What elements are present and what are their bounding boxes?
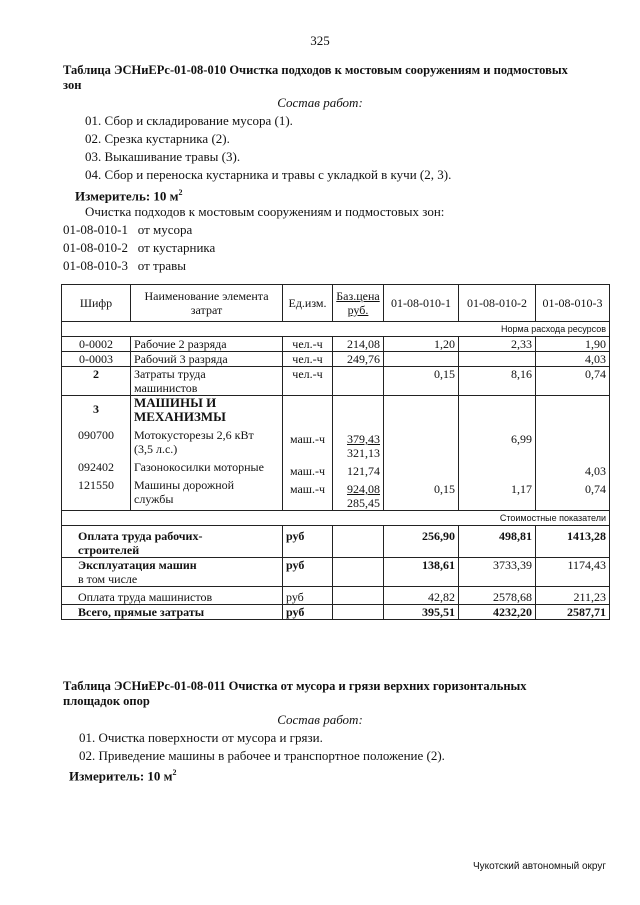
cell-name: [131, 396, 283, 511]
code-label: от травы: [137, 258, 186, 273]
cost-value: 1174,43: [536, 558, 610, 587]
work-item: 02. Срезка кустарника (2).: [85, 131, 230, 146]
cost-name: [62, 526, 283, 558]
machine-unit: маш.-ч: [289, 464, 326, 478]
cell-unit: чел.-ч: [283, 352, 333, 367]
meter-sup: 2: [172, 768, 177, 777]
composition-label: Состав работ:: [277, 95, 363, 110]
header-unit: Ед.изм.: [283, 285, 333, 322]
cell-cipher: 0-0002: [62, 337, 131, 352]
machine-cipher: 090700: [78, 428, 114, 442]
cell-unit: чел.-ч: [283, 367, 333, 396]
cost-row: [62, 558, 610, 587]
machine-cipher: 092402: [78, 460, 114, 474]
machine-value: 0,74: [585, 482, 606, 496]
footer-region: Чукотский автономный округ: [472, 861, 606, 872]
cell-cipher: 0-0003: [62, 352, 131, 367]
machine-cipher: 121550: [78, 478, 114, 492]
cost-name: Всего, прямые затраты: [62, 605, 283, 620]
work-item: 03. Выкашивание травы (3).: [85, 149, 241, 164]
machine-unit: маш.-ч: [289, 432, 326, 446]
cell-price: [333, 396, 384, 511]
cell-name: Рабочие 2 разряда: [131, 337, 283, 352]
cost-unit: руб: [283, 605, 333, 620]
cell-value: 1,90: [536, 337, 610, 352]
cell-cipher: [62, 396, 131, 511]
cell-value: 2,33: [459, 337, 536, 352]
cost-unit: руб: [283, 526, 333, 558]
cell-value: 4,03: [536, 352, 610, 367]
cost-value: 3733,39: [459, 558, 536, 587]
table1-title: [63, 63, 623, 93]
table-header-row: [62, 285, 610, 322]
cell-value: [459, 352, 536, 367]
machine-name: службы: [134, 492, 174, 506]
cost-value: 498,81: [459, 526, 536, 558]
cell-price: 249,76: [333, 352, 384, 367]
cost-name: [62, 558, 283, 587]
table-row: [62, 337, 610, 352]
cost-name-line: Оплата труда рабочих-: [78, 529, 203, 543]
table-row: [62, 396, 610, 511]
table2-title-line2: площадок опор: [63, 694, 150, 708]
table2-title: [63, 679, 623, 709]
machinist-price: 321,13: [347, 446, 380, 460]
note-resources: Норма расхода ресурсов: [62, 322, 610, 337]
meter-label: [75, 185, 183, 204]
work-item: 01. Сбор и складирование мусора (1).: [85, 113, 293, 128]
cost-value: 2587,71: [536, 605, 610, 620]
cost-price-empty: [333, 558, 384, 587]
cost-name-line: строителей: [78, 543, 140, 557]
cell-price: 214,08: [333, 337, 384, 352]
cell-value: [459, 396, 536, 511]
cost-name: Оплата труда машинистов: [62, 587, 283, 605]
work-item: 02. Приведение машины в рабочее и транспортное положение (2).: [79, 748, 445, 763]
header-col3: 01-08-010-3: [536, 285, 610, 322]
machine-value: 6,99: [511, 432, 532, 446]
header-cipher: Шифр: [62, 285, 131, 322]
cost-row: [62, 526, 610, 558]
cost-value: 42,82: [384, 587, 459, 605]
name-line: машинистов: [134, 381, 198, 395]
machine-value: [462, 464, 532, 478]
table1-title-line2: зон: [63, 78, 82, 92]
cell-name: [131, 367, 283, 396]
cost-value: 2578,68: [459, 587, 536, 605]
machine-name: Газонокосилки моторные: [134, 460, 264, 474]
meter-sup: 2: [178, 188, 183, 197]
machine-price: 924,08: [347, 482, 380, 496]
machine-name: (3,5 л.с.): [134, 442, 178, 456]
machine-value: 1,17: [511, 482, 532, 496]
code-label: от кустарника: [137, 240, 216, 255]
code: 01-08-010-1: [63, 222, 128, 237]
section-title: МЕХАНИЗМЫ: [134, 409, 226, 424]
machine-name: Машины дорожной: [134, 478, 235, 492]
work-item: 01. Очистка поверхности от мусора и грязи.: [79, 730, 323, 745]
table1-title-line1: Таблица ЭСНиЕРс-01-08-010 Очистка подходов к мостовым сооружениям и подмостовых: [63, 63, 568, 77]
machine-value: [539, 432, 606, 460]
machine-value: 0,15: [434, 482, 455, 496]
code-line: [63, 222, 192, 238]
composition-label: Состав работ:: [277, 712, 363, 727]
cell-cipher: 2: [62, 367, 131, 396]
cost-name-line: в том числе: [78, 572, 138, 586]
work-item: 04. Сбор и переноска кустарника и травы с укладкой в кучи (2, 3).: [85, 167, 452, 182]
header-col2: 01-08-010-2: [459, 285, 536, 322]
machine-value: [387, 464, 455, 478]
page-number: 325: [310, 33, 330, 48]
cost-name-line: Эксплуатация машин: [78, 558, 197, 572]
header-col1: 01-08-010-1: [384, 285, 459, 322]
cost-row-total: [62, 605, 610, 620]
cell-unit: [283, 396, 333, 511]
section-title: МАШИНЫ И: [134, 395, 217, 410]
machine-name: Мотокусторезы 2,6 кВт: [134, 428, 254, 442]
meter-text: Измеритель: 10 м: [75, 188, 179, 204]
cost-unit: руб: [283, 558, 333, 587]
cell-value: 1,20: [384, 337, 459, 352]
cost-unit: руб: [283, 587, 333, 605]
cost-value: 138,61: [384, 558, 459, 587]
meter-label: [69, 765, 177, 784]
cost-value: 1413,28: [536, 526, 610, 558]
cost-value: 395,51: [384, 605, 459, 620]
cost-price-empty: [333, 526, 384, 558]
machine-value: 4,03: [585, 464, 606, 478]
machinist-price: 285,45: [347, 496, 380, 510]
note-cost: Стоимостные показатели: [62, 511, 610, 526]
cost-price-empty: [333, 587, 384, 605]
cell-value: 0,74: [536, 367, 610, 396]
note-row: [62, 511, 610, 526]
cost-value: 4232,20: [459, 605, 536, 620]
machine-price: 121,74: [347, 464, 380, 478]
code-line: [63, 240, 215, 256]
note-row: [62, 322, 610, 337]
cell-unit: чел.-ч: [283, 337, 333, 352]
cost-row: [62, 587, 610, 605]
code-line: [63, 258, 186, 274]
cell-value: 0,15: [384, 367, 459, 396]
cell-value: 8,16: [459, 367, 536, 396]
resource-table: [61, 284, 610, 620]
machine-price: 379,43: [347, 432, 380, 446]
table-row: [62, 352, 610, 367]
name-line: Затраты труда: [134, 367, 206, 381]
cost-price-empty: [333, 605, 384, 620]
header-price: Баз.цена руб.: [333, 285, 384, 322]
meter-text: Измеритель: 10 м: [69, 768, 173, 784]
machine-value: [387, 432, 455, 460]
code-label: от мусора: [137, 222, 193, 237]
code: 01-08-010-2: [63, 240, 128, 255]
machine-unit: маш.-ч: [289, 482, 326, 496]
cell-price: [333, 367, 384, 396]
cell-value: [384, 352, 459, 367]
cell-name: Рабочий 3 разряда: [131, 352, 283, 367]
code: 01-08-010-3: [63, 258, 128, 273]
header-name: Наименование элемента затрат: [131, 285, 283, 322]
cell-value: [384, 396, 459, 511]
table1-description: Очистка подходов к мостовым сооружениям и подмостовых зон:: [85, 204, 445, 219]
section-number: 3: [93, 402, 99, 416]
table-row: [62, 367, 610, 396]
cost-value: 211,23: [536, 587, 610, 605]
cost-value: 256,90: [384, 526, 459, 558]
cell-value: [536, 396, 610, 511]
table2-title-line1: Таблица ЭСНиЕРс-01-08-011 Очистка от мусора и грязи верхних горизонтальных: [63, 679, 527, 693]
